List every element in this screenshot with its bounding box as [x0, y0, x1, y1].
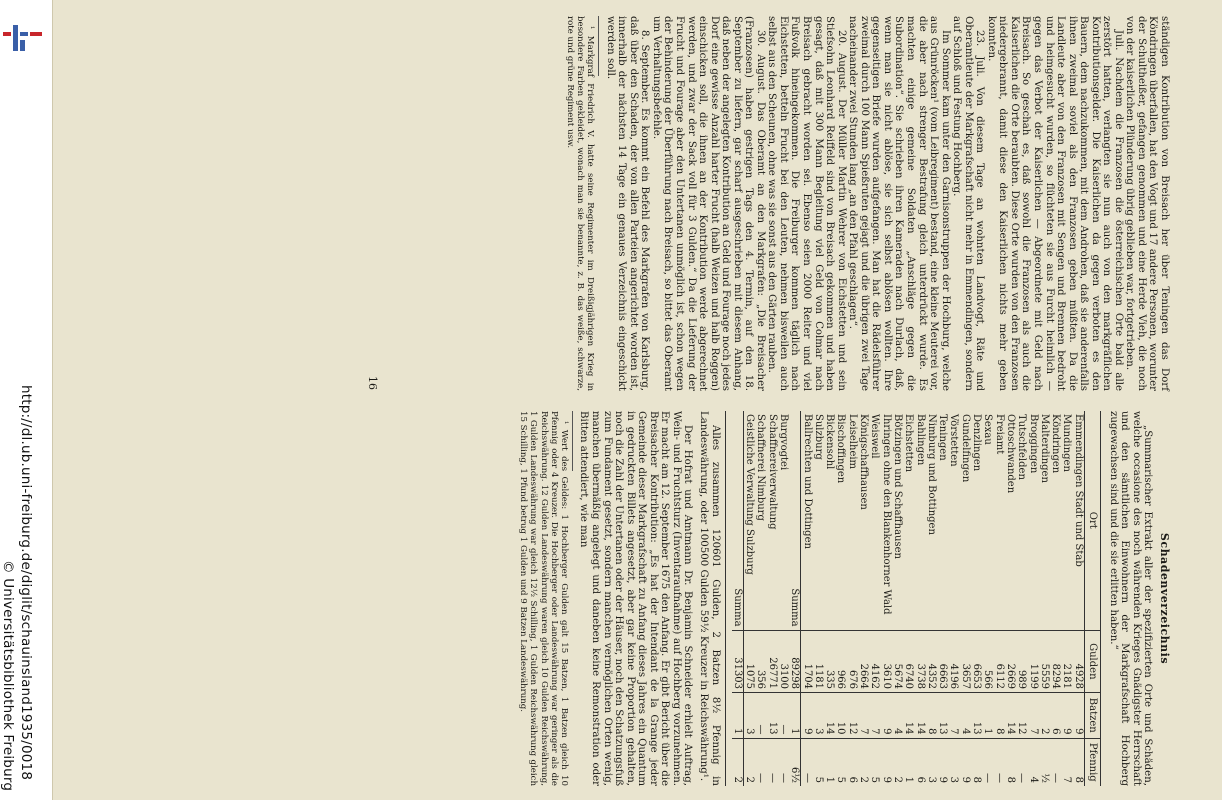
- place-name: Ballrechten und Dottingen: [801, 411, 813, 630]
- place-name: Sulzburg: [813, 411, 824, 630]
- table-row: [903, 411, 914, 786]
- batzen-value: 8: [926, 693, 937, 738]
- place-name: Mundingen: [1061, 411, 1072, 630]
- place-name: Ihringen ohne den Blankenhorner Wald: [880, 411, 891, 630]
- pfennig-value: 6: [914, 776, 926, 783]
- place-name: Königschaffhausen: [858, 411, 869, 630]
- table-row: [959, 411, 970, 786]
- gulden-value: 989: [1016, 630, 1027, 692]
- paragraph: 20. August. Der Müller Martin Wehrer von Eichstetten und sein Stiefsohn Leonhard Reiffeld sind von Breisach gekommen und haben gesagt, daß mit 300 Mann Begleitung viel Geld von Colmar nach Breisach gebracht worden sei. Ebenso seien 2000 Reiter und viel Fußvolk hineingekommen. Die Freiburger kommen täglich nach Eichstetten, betteln Frucht bei den Leuten, nehmen bisweilen auch selbst aus den Scheunen, ohne was sie sonst aus den Gärten rauben.: [766, 16, 847, 391]
- paragraph: ständigen Kontribution von Breisach her über Teningen das Dorf Köndringen überfallen, hat den Vogt und 17 andere Personen, worunter der Schultheißer, gefangen genommen und eine Herde Vieh, die noch von der kaiserlichen Plünderung übrig geblieben war, fortgetrieben.: [1124, 16, 1170, 391]
- place-name: Denzlingen: [971, 411, 982, 630]
- table-row: [743, 411, 755, 786]
- place-name: Geistliche Verwaltung Sulzburg: [743, 411, 755, 630]
- footnote: ¹ Markgraf Friedrich V. hatte seine Regimenter im Dreißigjährigen Krieg in besondere Farben gekleidet, wonach man sie benannte, z. B. das weiße, schwarze, rote und grüne Regiment usw.: [564, 16, 596, 391]
- table-row: [892, 411, 903, 786]
- batzen-value: 7: [869, 693, 880, 738]
- pfennig-value: 9: [937, 776, 949, 783]
- table-row: [1039, 411, 1050, 786]
- batzen-value: —: [778, 693, 789, 738]
- place-name: Nimburg und Bottingen: [926, 411, 937, 630]
- batzen-value: 12: [1016, 693, 1027, 738]
- footnote-divider: [572, 411, 573, 471]
- place-name: Broggingen: [1027, 411, 1038, 630]
- pfennig-value: 9: [959, 776, 971, 783]
- batzen-value: 4: [959, 693, 970, 738]
- table-row: [914, 411, 925, 786]
- gulden-value: 4928: [1072, 630, 1084, 692]
- summa2-batzen: 1: [732, 693, 744, 738]
- place-name: Weisweil: [869, 411, 880, 630]
- gulden-value: 1075: [743, 630, 755, 692]
- table-row: [937, 411, 948, 786]
- pfennig-value: 4: [1027, 776, 1039, 783]
- table-row: [813, 411, 824, 786]
- batzen-value: 14: [1005, 693, 1016, 738]
- table-body-places: [801, 411, 1084, 786]
- table-body-administrations: [743, 411, 789, 786]
- pfennig-value: —: [778, 773, 789, 783]
- table-row: [846, 411, 857, 786]
- pfennig-value: —: [993, 773, 1005, 783]
- place-name: Leiselheim: [846, 411, 857, 630]
- paragraph: Juli. Nachdem die Franzosen die österreichischen Orte bald alle zerstört hatten, verlangten sie nun auch von den markgräflichen Kontributionsgelder. Die Kaiserlichen da gegen verboten es den Bauern, dem nachzukommen, mit dem Androhen, daß sie anderenfalls ihnen zweimal soviel als den Franzosen geben müßten. Da die Landleute aber von den Franzosen mit Sengen und Brennen bedroht und heimgesucht wurden, so flüchteten sie aus Furcht heimlich — gegen das Verbot der Kaiserlichen — Abgeordnete mit Geld nach Breisach. So geschah es, daß sowohl die Franzosen als auch die Kaiserlichen die Orte beraubten. Diese Orte wurden von den Franzosen niedergebrannt, damit diese den Kaiserlichen nichts mehr geben konnten.: [985, 16, 1124, 391]
- pfennig-value: 1: [903, 776, 915, 783]
- gulden-value: 4352: [926, 630, 937, 692]
- batzen-value: 9: [1061, 693, 1072, 738]
- batzen-value: 8: [993, 693, 1004, 738]
- place-name: Teningen: [937, 411, 948, 630]
- rotated-page-content: [190, 16, 1170, 786]
- place-name: Gundelfingen: [959, 411, 970, 630]
- paragraph: Im Sommer kam unter den Garnisonstruppen der Hochburg, welche aus Grünröcken¹ (vom Leibregiment) bestand, eine kleine Meuterei vor, die aber nach strenger Bestrafung gleich unterdrückt wurde. Es machten einige gemeine Soldaten „Anschläge gegen die Subordination“. Sie schrieben ihren Kameraden nach Durlach, daß, wenn man sie nicht ablöse, sie sich selbst ablösen wollten. Ihre gegenseitigen Briefe wurden aufgefangen. Man hat die Rädelsführer zweimal durch 100 Mann Spießruten gejagt und die übrigen zwei Tage nacheinander zwei Stunden lang „an den Pfahl geschlagen“.: [847, 16, 951, 391]
- table-row: [926, 411, 937, 786]
- summa-gulden: 89298: [789, 630, 801, 692]
- left-column: [565, 16, 1170, 391]
- footnote: ¹ Wert des Geldes: 1 Hochberger Gulden galt 15 Batzen, 1 Batzen gleich 10 Pfennig oder 4 Kreuzer. Die Hochberger oder Landeswährung war geringer als die Reichswährung. 12 Gulden Landeswährung waren gleich 10 Gulden Reichswährung, 1 Gulden Landeswährung war gleich 12½ Schilling, 1 Gulden Reichswährung gleich 15 Schilling, 1 Pfund betrug 1 Gulden und 9 Batzen Landeswährung.: [518, 411, 569, 786]
- batzen-value: 7: [948, 693, 959, 738]
- intro-text: „Summarischer Extrakt aller der spezifizierten Orte und Schäden, welche occasione des noch währenden Krieges Gnädigster Herrschaft und den sämtlichen Einwohnern der Markgrafschaft Hochberg zugewachsen sind und die sie erlitten haben.“: [1107, 411, 1154, 786]
- table-row: [835, 411, 846, 786]
- table-row: [993, 411, 1004, 786]
- batzen-value: 2: [1039, 693, 1050, 738]
- col-header-ort: Ort: [1084, 411, 1101, 630]
- batzen-value: 6: [1050, 693, 1061, 738]
- batzen-value: 13: [937, 693, 948, 738]
- pfennig-value: —: [1050, 773, 1062, 783]
- place-name: Vörstetten: [948, 411, 959, 630]
- summa-row: [789, 411, 801, 786]
- table-row: [766, 411, 777, 786]
- table-row: [824, 411, 835, 786]
- gulden-value: 676: [846, 630, 857, 692]
- col-header-pfennig: Pfennig: [1084, 738, 1101, 786]
- gulden-value: 6112: [993, 630, 1004, 692]
- gulden-value: 4196: [948, 630, 959, 692]
- table-row: [1072, 411, 1084, 786]
- pfennig-value: —: [1016, 773, 1028, 783]
- summa-label-2: Summa: [732, 411, 744, 630]
- batzen-value: 9: [880, 693, 891, 738]
- credit-text: [0, 0, 52, 800]
- gulden-value: 335: [824, 630, 835, 692]
- table-row: [1005, 411, 1016, 786]
- table-row: [971, 411, 982, 786]
- batzen-value: 14: [824, 693, 835, 738]
- pfennig-value: 9: [880, 776, 892, 783]
- pfennig-value: 5: [835, 776, 847, 783]
- pfennig-value: 7: [1061, 776, 1073, 783]
- gulden-value: 6663: [937, 630, 948, 692]
- pfennig-value: 8: [971, 776, 983, 783]
- place-name: Bickensohl: [824, 411, 835, 630]
- table-row: [869, 411, 880, 786]
- paragraph: Der Hofrat und Amtmann Dr. Benjamin Schneider erhielt Auftrag, Wein- und Fruchtsturz (Inventaraufnahme) auf Hochberg vorzunehmen. Er macht am 12. September 1675 den Anfang. Er gibt Bericht über die Breisacher Kontribution: „Es hat der Intendant de la Grange jeder Gemeinde dieser Markgrafschaft zu Anfang dieses Jahres ein Quantum in gedruckten Billets angesetzt, aber gar keine Proportion gehalten, noch die Zahl der Untertanen oder der Häuser, noch den Schatzungsfuß zum Fundament gesetzt, sondern manchen vermöglichen Orten wenig, manchen übermäßig angelegt und daneben keine Remonstration oder Bitten attendiert, wie man: [578, 411, 694, 786]
- summa-row-2: [732, 411, 744, 786]
- batzen-value: 3: [813, 693, 824, 738]
- gulden-value: 5559: [1039, 630, 1050, 692]
- gulden-value: 2664: [858, 630, 869, 692]
- summa-pfennig: 6½: [789, 738, 801, 786]
- total-text: Alles zusammen 120601 Gulden, 2 Batzen 8½ Pfennig in Landeswährung, oder 100500 Gulden 59½ Kreuzer in Reichswährung¹.: [697, 411, 721, 786]
- table-row: [1061, 411, 1072, 786]
- paragraph: 23. Juli. Von diesem Tage an wohnten Landvogt, Räte und Oberamtleute der Markgrafschaft nicht mehr in Emmendingen, sondern auf Schloß und Festung Hochberg.: [951, 16, 986, 391]
- batzen-value: 4: [892, 693, 903, 738]
- place-name: Tutschfelden: [1016, 411, 1027, 630]
- pfennig-value: 3: [948, 776, 960, 783]
- batzen-value: 9: [801, 693, 813, 738]
- table-row: [1027, 411, 1038, 786]
- gulden-value: 356: [755, 630, 766, 692]
- table-row: [880, 411, 891, 786]
- batzen-value: 14: [914, 693, 925, 738]
- batzen-value: 7: [1027, 693, 1038, 738]
- table-row: [982, 411, 993, 786]
- gulden-value: 1199: [1027, 630, 1038, 692]
- place-name: Sexau: [982, 411, 993, 630]
- batzen-value: 10: [835, 693, 846, 738]
- table-row: [948, 411, 959, 786]
- copyright-notice: © Universitätsbibliothek Freiburg: [0, 560, 16, 792]
- gulden-value: 2669: [1005, 630, 1016, 692]
- pfennig-value: 5: [812, 776, 824, 783]
- col-header-gulden: Gulden: [1084, 630, 1101, 692]
- summa-label: Summa: [789, 411, 801, 630]
- paragraph: 8. September. Es kommt ein Befehl des Markgrafen von Karlsburg, daß über den Schaden, der von allen Parteien angerichtet worden ist, innerhalb der nächsten 14 Tage ein genaues Verzeichnis eingeschickt werden soll.: [604, 16, 651, 391]
- table-row: [801, 411, 813, 786]
- gulden-value: 4162: [869, 630, 880, 692]
- pfennig-value: —: [766, 773, 778, 783]
- gulden-value: 566: [982, 630, 993, 692]
- gulden-value: 966: [835, 630, 846, 692]
- gulden-value: 26771: [766, 630, 777, 692]
- gulden-value: 3657: [959, 630, 970, 692]
- damage-table: [732, 411, 1102, 786]
- place-name: Schaffnereiverwaltung: [766, 411, 777, 630]
- footnote-divider: [598, 16, 599, 76]
- gulden-value: 3610: [880, 630, 891, 692]
- section-heading: Schadenverzeichnis: [1158, 532, 1171, 665]
- table-row: [778, 411, 789, 786]
- place-name: Bötzingen und Schaffhausen: [892, 411, 903, 630]
- pfennig-value: 3: [925, 776, 937, 783]
- page-number: 16: [366, 376, 379, 390]
- summa2-gulden: 31303: [732, 630, 744, 692]
- table-bottom-rule: [725, 411, 726, 786]
- batzen-value: —: [755, 693, 766, 738]
- pfennig-value: —: [755, 773, 767, 783]
- table-row: [755, 411, 766, 786]
- pfennig-value: 6: [846, 776, 858, 783]
- pfennig-value: —: [982, 773, 994, 783]
- batzen-value: 9: [1072, 693, 1084, 738]
- gulden-value: 3738: [914, 630, 925, 692]
- gulden-value: 1704: [801, 630, 813, 692]
- place-name: Emmendingen Stadt und Stab: [1072, 411, 1084, 630]
- batzen-value: 3: [743, 693, 755, 738]
- gulden-value: 1181: [813, 630, 824, 692]
- batzen-value: 13: [766, 693, 777, 738]
- table-row: [1050, 411, 1061, 786]
- pfennig-value: 8: [1004, 776, 1016, 783]
- source-url[interactable]: http://dl.ub.uni-freiburg.de/diglit/schauinsland1935/0018: [18, 385, 34, 781]
- viewer-margin: [0, 0, 52, 800]
- pfennig-value: 1: [824, 776, 836, 783]
- table-row: [1016, 411, 1027, 786]
- pfennig-value: ½: [1038, 773, 1050, 783]
- place-name: Malterdingen: [1039, 411, 1050, 630]
- pfennig-value: 8: [1072, 776, 1084, 783]
- gulden-value: 2181: [1061, 630, 1072, 692]
- summa2-pfennig: 2: [732, 738, 744, 786]
- batzen-value: 1: [982, 693, 993, 738]
- batzen-value: 7: [858, 693, 869, 738]
- right-column: [518, 411, 1170, 786]
- pfennig-value: 2: [891, 776, 903, 783]
- pfennig-value: 2: [744, 776, 756, 783]
- place-name: Bahlingen: [914, 411, 925, 630]
- batzen-value: 14: [903, 693, 914, 738]
- gulden-value: 6740: [903, 630, 914, 692]
- place-name: Köndringen: [1050, 411, 1061, 630]
- place-name: Burgvogtei: [778, 411, 789, 630]
- place-name: Eichstetten: [903, 411, 914, 630]
- gulden-value: 6653: [971, 630, 982, 692]
- summa-batzen: 1: [789, 693, 801, 738]
- pfennig-value: 2: [858, 776, 870, 783]
- place-name: Schaffnerei Nimburg: [755, 411, 766, 630]
- col-header-batzen: Batzen: [1084, 693, 1101, 738]
- place-name: Ottoschwanden: [1005, 411, 1016, 630]
- place-name: Freiamt: [993, 411, 1004, 630]
- pfennig-value: 5: [869, 776, 881, 783]
- gulden-value: 8294: [1050, 630, 1061, 692]
- paragraph: 30. August. Das Oberamt an den Markgrafen: „Die Breisacher (Franzosen) haben gestrigen Tags den 4. Termin, auf den 18. September zu liefern, gar scharf ausgeschrieben mit diesem Anhang, daß neben der angelegten Kontribution an Geld und Fourage noch jedes Dorf eine gewisse Anzahl harter Frucht (halb Weizen und halb Roggen) einschicken soll, die ihnen an der Kontribution werde abgerechnet werden, und zwar der Sack voll für 3 Gulden.“ Da die Lieferung der Frucht und Fourage aber den Untertanen unmöglich ist, schon wegen der Behinderung der Überführung nach Breisach, so bittet das Oberamt um Verhaltungsbefehle.: [650, 16, 766, 391]
- scanned-page: [52, 0, 1222, 800]
- batzen-value: 13: [971, 693, 982, 738]
- table-row: [858, 411, 869, 786]
- pfennig-value: —: [801, 773, 813, 783]
- gulden-value: 3100: [778, 630, 789, 692]
- gulden-value: 5674: [892, 630, 903, 692]
- batzen-value: 12: [846, 693, 857, 738]
- place-name: Bischoffingen: [835, 411, 846, 630]
